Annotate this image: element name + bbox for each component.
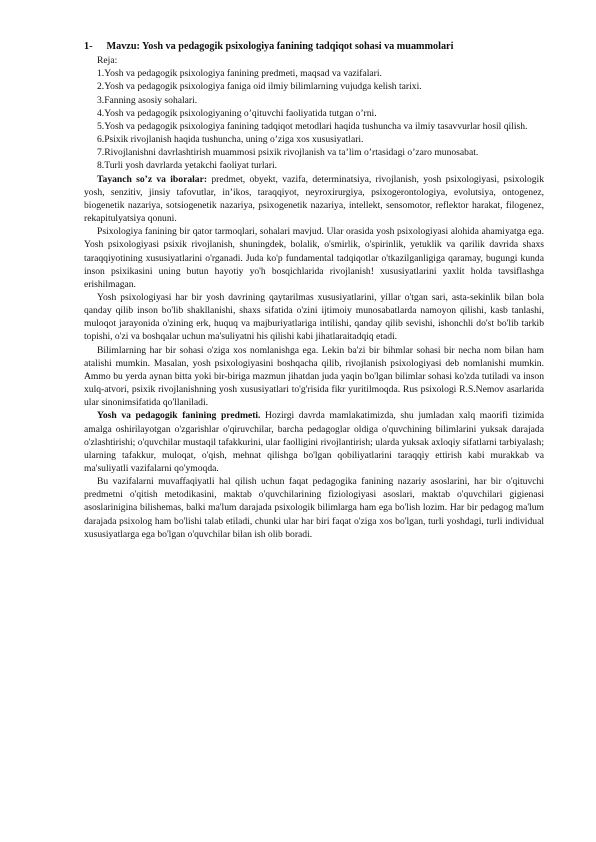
plan-item: 5.Yosh va pedagogik psixologiya fanining tadqiqot metodlari haqida tushuncha va ilmiy tasavvurlar hosil qilish. <box>97 120 528 132</box>
keywords-paragraph <box>84 173 544 226</box>
keywords-text: predmet, obyekt, vazifa, determinatsiya, rivojlanish, yosh psixologiyasi, psixologik yosh, senzitiv, jinsiy tafovutlar, in’ikos, taraqqiyot, neyroxirurgiya, psixogerontologiya, evolutsiya, ontogenez, biogenetik nazariya, sotsiogenetik nazariya, psixogenetik nazariya, intellekt, sensomotor, reflektor harakat, filogenez, rekapitulyatsiya qonuni. <box>84 173 544 225</box>
body-paragraph <box>84 409 544 475</box>
lecture-title-text: Mavzu: Yosh va pedagogik psixologiya fanining tadqiqot sohasi va muammolari <box>106 41 454 52</box>
lecture-title <box>84 40 544 53</box>
paragraph-bold-lead: Yosh va pedagogik fanining predmeti. <box>97 410 261 422</box>
lecture-number: 1- <box>84 41 93 52</box>
plan-item: 7.Rivojlanishni davrlashtirish muammosi psixik rivojlanish va ta’lim o’rtasidagi o’zaro munosabat. <box>97 147 479 159</box>
body-paragraph: Psixologiya fanining bir qator tarmoqlari, sohalari mavjud. Ular orasida yosh psixologiyasi alohida ahamiyatga ega. Yosh psixologiyasi psixik rivojlanish, shuningdek, bolalik, o'smirlik, o'spirinlik, yetuklik va qarilik davrida shaxs taraqqiyotining xususiyatlarini o'rganadi. Juda ko'p fundamental tadqiqotlar o'tkazilganligiga qaramay, bugungi kunda inson psixikasini uning butun hayotiy yo'h bosqichlarida rivojlanish! xususiyatlarini yaxlit holda tavsiflashga erishilmagan. <box>84 226 544 290</box>
keywords-label: Tayanch so’z va iboralar: <box>97 173 208 185</box>
plan-label: Reja: <box>97 55 118 67</box>
paragraph-text: Hozirgi davrda mamlakatimizda, shu jumladan xalq maorifi tizimida amalga oshirilayotgan o'zgarishlar o'qiruvchilar, barcha pedagoglar oldiga o'quvchining bilimlarini yuksak darajada o'zlashtirishi; o'quvchilar mustaqil tafakkurini, ular faolligini rivojlantirish; ularda yuksak axloqiy sifatlarni tarbiyalash; ularning tafakkur, muloqat, o'qish, mehnat qilishga bo'lgan qobiliyatlarini taraqqiy ettirish kabi murakkab va ma'suliyatli vazifalarni qo'ymoqda. <box>84 410 544 474</box>
body-paragraph: Bilimlarning har bir sohasi o'ziga xos nomlanishga ega. Lekin ba'zi bir bihmlar sohasi bir necha nom bilan ham atalishi mumkin. Masalan, yosh psixologiyasini boshqacha qilib, rivojlanish psixologiyasi deb nomlanishi mumkin. Ammo bu yerda aynan bitta yoki bir-biriga mazmun jihatdan juda yaqin bo'lgan bilimlar sohasi ko'zda tutiladi va inson xulq-atvori, psixik rivojlanishning yosh xususiyatlari to'g'risida fikr yuritilmoqda. Rus psixologi R.S.Nemov asarlarida ular sinonimsifatida qo'llaniladi. <box>84 344 544 409</box>
plan-item: 6.Psixik rivojlanish haqida tushuncha, uning o’ziga xos xususiyatlari. <box>97 134 364 146</box>
plan-item: 4.Yosh va pedagogik psixologiyaning o’qituvchi faoliyatida tutgan o’rni. <box>97 107 377 119</box>
body-paragraph: Yosh psixologiyasi har bir yosh davrining qaytarilmas xususiyatlarini, yillar o'tgan sari, asta-sekinlik bilan bola qanday qilib inson bo'lib shakllanishi, shaxs sifatida o'zini ijtimoiy munosabatlarda namoyon qilishi, kasb tanlashi, muloqot jarayonida o'zining erk, huquq va majburiyatlariga intilishi, qanday qilib sevishi, ishonchli do'st bo'lib tarkib topishi, o'zi va boshqalar uchun ma'suliyatni his qilishi kabi jihatlaraitadqiq etadi. <box>84 291 544 343</box>
plan-item: 8.Turli yosh davrlarda yetakchi faoliyat turlari. <box>97 160 278 172</box>
plan-item: 3.Fanning asosiy sohalari. <box>97 94 198 106</box>
plan-item: 2.Yosh va pedagogik psixologiya faniga oid ilmiy bilimlarning vujudga kelish tarixi. <box>97 81 422 93</box>
body-paragraph: Bu vazifalarni muvaffaqiyatli hal qilish uchun faqat pedagogika fanining nazariy asoslarini, har bir o'qituvchi predmetni o'qitish metodikasini, maktab o'quvchilarining fiziologiyasi asoslari, maktab o'quvchilari gigienasi asoslarinigina bilishemas, balki ma'lum darajada psixologik bilimlarga ham ega bo'lish lozim. Har bir pedagog ma'lum darajada psixolog ham bo'lishi talab etiladi, chunki ular har biri faqat o'ziga xos bo'lgan, turli yoshdagi, turli individual xususiyatlarga ega bo'lgan o'quvchilar bilan ish olib boradi. <box>84 476 544 540</box>
plan-item: 1.Yosh va pedagogik psixologiya fanining predmeti, maqsad va vazifalari. <box>97 68 382 80</box>
